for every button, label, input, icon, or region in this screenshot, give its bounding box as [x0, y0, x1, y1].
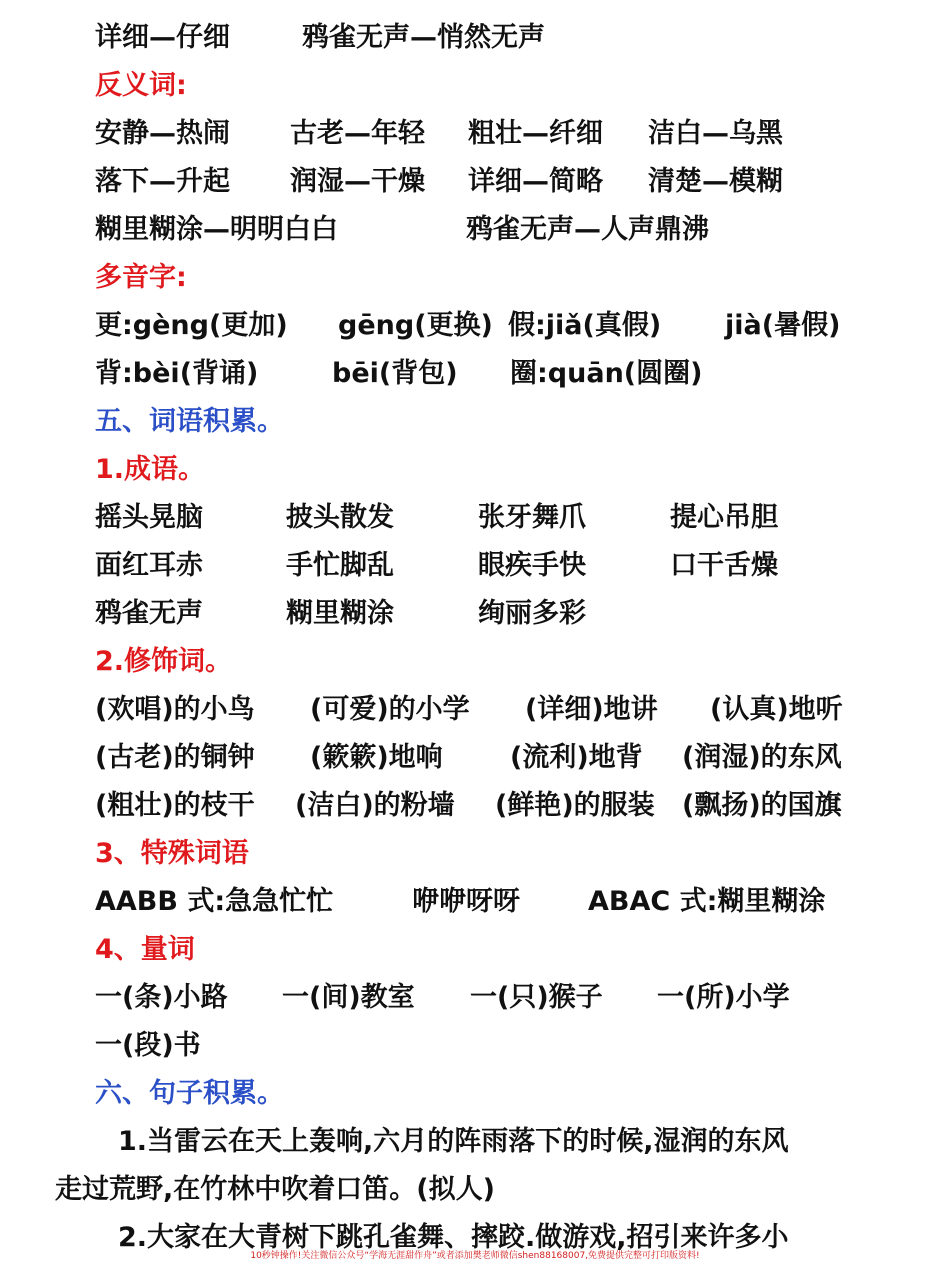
polyphone-row — [95, 350, 910, 398]
idiom-row — [95, 542, 910, 590]
antonym-row — [95, 110, 910, 158]
idiom: 面红耳赤 — [95, 550, 203, 581]
word-pair: 落下—升起 — [95, 166, 230, 197]
word-pair: 详细—简略 — [468, 166, 603, 197]
idiom-row — [95, 590, 910, 638]
footer-note: 10秒钟操作!关注微信公众号“学海无涯甜作舟”或者添加樊老师微信shen88168007,免费提供完整可打印版资料! — [250, 1251, 700, 1261]
polyphone-item: 背:bèi(背诵) — [95, 358, 259, 389]
measure-word: 一(所)小学 — [657, 982, 790, 1013]
word-pair: 鸦雀无声—悄然无声 — [302, 22, 545, 53]
idiom-row — [95, 494, 910, 542]
polyphone-item: jià(暑假) — [725, 310, 841, 341]
modifier-heading: 2.修饰词。 — [95, 646, 233, 677]
idiom-heading: 1.成语。 — [95, 454, 206, 485]
modifier-phrase: (鲜艳)的服装 — [495, 790, 655, 821]
word-pair: 粗壮—纤细 — [468, 118, 603, 149]
polyphone-item: 假:jiǎ(真假) — [508, 310, 662, 341]
special-word: AABB 式:急急忙忙 — [95, 886, 334, 917]
modifier-phrase: (飘扬)的国旗 — [682, 790, 842, 821]
modifier-phrase: (欢唱)的小鸟 — [95, 694, 255, 725]
sentence-line: 1.当雷云在天上轰响,六月的阵雨落下的时候,湿润的东风 — [118, 1126, 789, 1157]
word-pair: 糊里糊涂—明明白白 — [95, 214, 338, 245]
measure-word: 一(间)教室 — [282, 982, 415, 1013]
polyphone-row — [95, 302, 910, 350]
antonym-heading: 反义词: — [95, 70, 187, 101]
antonym-row — [95, 206, 910, 254]
idiom: 摇头晃脑 — [95, 502, 203, 533]
idiom: 张牙舞爪 — [478, 502, 586, 533]
special-words-row — [95, 878, 910, 926]
word-pair: 安静—热闹 — [95, 118, 230, 149]
sentence-line: 2.大家在大青树下跳孔雀舞、摔跤.做游戏,招引来许多小 — [118, 1222, 789, 1253]
idiom: 口干舌燥 — [670, 550, 778, 581]
idiom: 绚丽多彩 — [478, 598, 586, 629]
modifier-row — [95, 686, 910, 734]
modifier-phrase: (流利)地背 — [510, 742, 643, 773]
word-pair: 鸦雀无声—人声鼎沸 — [466, 214, 709, 245]
sentence-line: 走过荒野,在竹林中吹着口笛。(拟人) — [55, 1174, 495, 1205]
word-pair: 古老—年轻 — [290, 118, 425, 149]
measure-word-row — [95, 1022, 910, 1070]
polyphone-item: gēng(更换) — [338, 310, 493, 341]
polyphone-heading: 多音字: — [95, 262, 187, 293]
measure-word: 一(条)小路 — [95, 982, 228, 1013]
idiom: 手忙脚乱 — [286, 550, 394, 581]
modifier-phrase: (粗壮)的枝干 — [95, 790, 255, 821]
special-word: ABAC 式:糊里糊涂 — [588, 886, 826, 917]
modifier-phrase: (簌簌)地响 — [310, 742, 443, 773]
modifier-phrase: (洁白)的粉墙 — [295, 790, 455, 821]
modifier-phrase: (可爱)的小学 — [310, 694, 470, 725]
modifier-phrase: (润湿)的东风 — [682, 742, 842, 773]
measure-word-row — [95, 974, 910, 1022]
polyphone-item: 更:gèng(更加) — [95, 310, 288, 341]
word-pair: 清楚—模糊 — [648, 166, 783, 197]
measure-word-heading: 4、量词 — [95, 934, 195, 965]
antonym-row — [95, 158, 910, 206]
idiom: 鸦雀无声 — [95, 598, 203, 629]
word-pair: 洁白—乌黑 — [648, 118, 783, 149]
polyphone-item: bēi(背包) — [332, 358, 458, 389]
modifier-row — [95, 734, 910, 782]
word-pair: 润湿—干燥 — [290, 166, 425, 197]
modifier-phrase: (详细)地讲 — [525, 694, 658, 725]
modifier-phrase: (古老)的铜钟 — [95, 742, 255, 773]
idiom: 眼疾手快 — [478, 550, 586, 581]
measure-word: 一(只)猴子 — [470, 982, 603, 1013]
modifier-phrase: (认真)地听 — [710, 694, 843, 725]
idiom: 提心吊胆 — [670, 502, 778, 533]
section-six-heading: 六、句子积累。 — [95, 1078, 284, 1109]
idiom: 披头散发 — [286, 502, 394, 533]
special-words-heading: 3、特殊词语 — [95, 838, 249, 869]
idiom: 糊里糊涂 — [286, 598, 394, 629]
synonym-row — [95, 14, 910, 62]
polyphone-item: 圈:quān(圆圈) — [510, 358, 703, 389]
measure-word: 一(段)书 — [95, 1030, 201, 1061]
section-five-heading: 五、词语积累。 — [95, 406, 284, 437]
modifier-row — [95, 782, 910, 830]
special-word: 咿咿呀呀 — [412, 886, 520, 917]
word-pair: 详细—仔细 — [95, 22, 230, 53]
